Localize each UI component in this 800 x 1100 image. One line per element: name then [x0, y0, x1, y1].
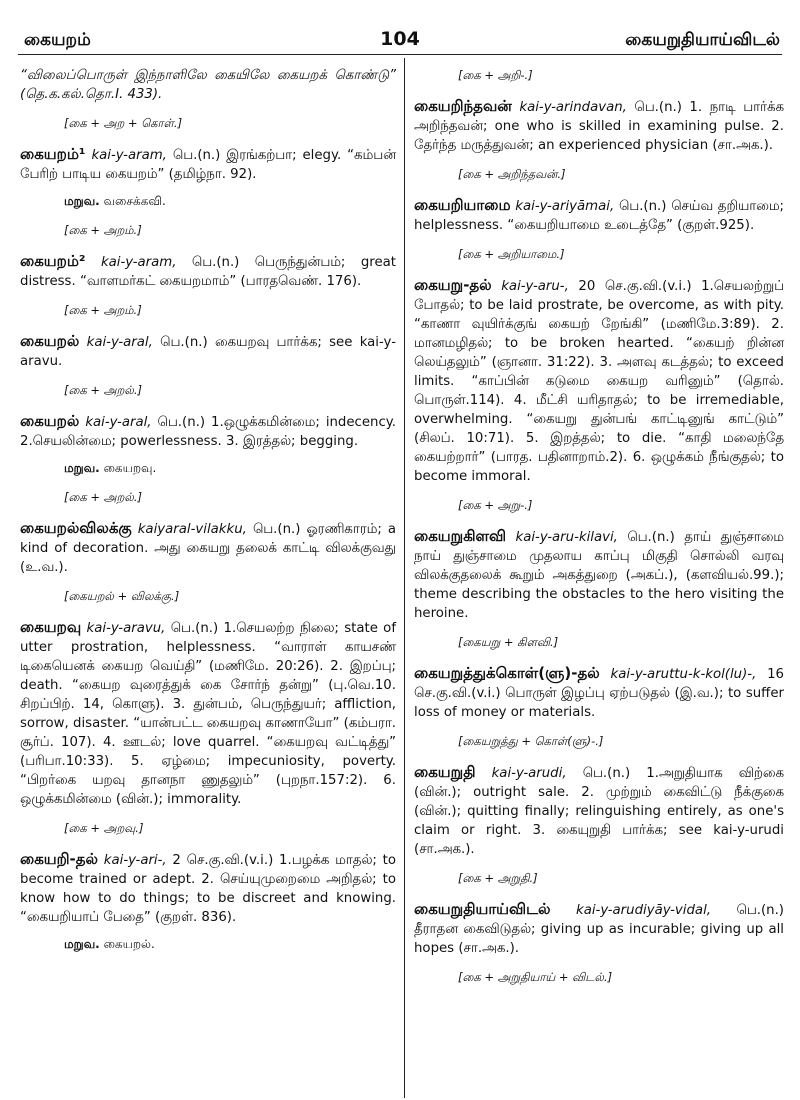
- headword: கையறுதி: [414, 763, 476, 781]
- definition: பெ.(n.) பெருந்துன்பம்; great distress. “வாளமர்கட் கையறமாம்” (பாரதவெண். 176).: [20, 255, 396, 289]
- definition: 16 செ.கு.வி.(v.i.) பொருள் இழப்பு ஏற்படுதல் (இ.வ.); to suffer loss of money or materials.: [414, 667, 785, 720]
- transliteration: kai-y-aral,: [86, 335, 153, 350]
- etymology: [கை + அறம்.]: [64, 303, 142, 317]
- header-rule: [18, 54, 782, 55]
- entry-kaiyaral-1: [20, 332, 396, 371]
- etymology: [கையறுத்து + கொள்(ளு)-.]: [458, 734, 604, 748]
- entry-kaiyaral-2: [20, 412, 396, 451]
- definition: பெ.(n.) 1.ஒழுக்கமின்மை; indecency. 2.செயலின்மை; powerlessness. 3. இரத்தல்; begging.: [20, 415, 396, 449]
- entry-kaiyarindavan: [414, 97, 784, 155]
- entry-kaiyaru-tal: [414, 276, 784, 486]
- etymology: [கை + அறல்.]: [64, 383, 142, 397]
- entry-kaiyaral-vilakku: [20, 519, 396, 577]
- entry-kaiyarudiyayvidal: [414, 900, 784, 958]
- entry-kaiyaravu: [20, 618, 396, 809]
- etymology: [கை + அறுதியாய் + விடல்.]: [458, 970, 613, 984]
- entry-kaiyaruttukkol: [414, 664, 784, 722]
- definition: பெ.(n.) 1.அறுதியாக விற்கை (வின்.); outright sale. 2. முற்றும் கைவிட்டு நீக்குகை (வின்.); quitting finally; relinguishing entirely, as one's claim or right. 3. கையுறுதி பார்க்க; see kai-y-urudi (சா.அக.).: [414, 766, 785, 857]
- definition: பெ.(n.) 1. நாடி பார்க்க அறிந்தவன்; one who is skilled in examining pulse. 2. தேர்ந்த மருத்துவன்; an experienced physician (சா.அக.).: [414, 100, 784, 153]
- entry-kaiyaru-kilavi: [414, 527, 784, 623]
- entry-kaiyari-tal: [20, 850, 396, 927]
- header-left-guide-word: கையறம்: [24, 30, 91, 50]
- headword: கையறுதியாய்விடல்: [414, 900, 551, 918]
- definition: 20 செ.கு.வி.(v.i.) 1.செயலற்றுப் போதல்; to be laid prostrate, be overcome, as with pity. “காணா வுயிர்க்குங் கையற் றேங்கி” (மணிமே.3:89). 2. மானமழிதல்; to be broken hearted. “கையற் றின்ன லெய்தலும்” (ஞானா. 31:22). 3. அளவு கடத்தல்; to exceed limits. “காப்பின் கடுமை கையற வரினும்” (தொல். பொருள்.114). 4. மீட்சி யரிதாதல்; to be irremediable, overwhelming. “கையறு துன்பங் காட்டினுங் காட்டும்” (சிலப். 10:71). 5. இறத்தல்; to die. “காதி மலைந்தே கையற்றார்” (பாரத. பதினாறாம்.2). 6. ஒழுக்கம் நீங்குதல்; to become immoral.: [414, 279, 784, 484]
- transliteration: kaiyaral-vilakku,: [137, 522, 247, 537]
- synonym: மறுவ. கையறல்.: [64, 937, 155, 951]
- headword: கையறல்: [20, 412, 80, 430]
- entry-kaiyarudi: [414, 763, 784, 859]
- headword: கையறம்²: [20, 252, 86, 270]
- etymology: [கை + அறியாமை.]: [458, 247, 565, 261]
- definition: பெ.(n.) கையறவு பார்க்க; see kai-y-aravu.: [20, 335, 396, 369]
- definition: பெ.(n.) தாய் துஞ்சாமை நாய் துஞ்சாமை முதலாய காப்பு மிகுதி சொல்லி வரவு விலக்குதலைக் கூறும் அகத்துறை (அகப்.), (களவியல்.99.); theme describing the obstacles to the hero visiting the heroine.: [414, 530, 785, 621]
- definition: பெ.(n.) இரங்கற்பா; elegy. “கம்பன் பேரிற் பாடிய கையறம்” (தமிழ்நா. 92).: [20, 148, 396, 182]
- etymology: [கை + அறி-.]: [458, 68, 533, 82]
- transliteration: kai-y-aru-kilavi,: [515, 530, 618, 545]
- etymology: [கை + அறிந்தவன்.]: [458, 167, 566, 181]
- etymology: [கை + அறம்.]: [64, 223, 142, 237]
- etymology: [கை + அறல்.]: [64, 490, 142, 504]
- continued-quote: “விலைப்பொருள் இந்நாளிலே கையிலே கையறக் கொண்டு” (தெ.க.கல்.தொ.I. 433).: [20, 68, 396, 102]
- headword: கையறல்: [20, 332, 80, 350]
- transliteration: kai-y-aram,: [100, 255, 177, 270]
- transliteration: kai-y-ari-,: [103, 853, 167, 868]
- entry-kaiyariyamai: [414, 196, 784, 235]
- etymology: [கை + அறு-.]: [458, 498, 533, 512]
- etymology: [கை + அறவு.]: [64, 821, 144, 835]
- headword: கையறம்¹: [20, 145, 86, 163]
- headword: கையறுத்துக்கொள்(ளு)-தல்: [414, 664, 600, 682]
- page-number: 104: [380, 28, 420, 50]
- etymology: [கையறல் + விலக்கு.]: [64, 589, 180, 603]
- transliteration: kai-y-aral,: [85, 415, 152, 430]
- transliteration: kai-y-arindavan,: [519, 100, 627, 115]
- left-column: [20, 66, 396, 964]
- etymology: [கையறு + கிளவி.]: [458, 635, 559, 649]
- definition: 2 செ.கு.வி.(v.i.) 1.பழக்க மாதல்; to become trained or adept. 2. செய்யுமுறைமை அறிதல்; to know how to do things; to be discreet and knowing. “கையறியாப் பேதை” (குறள். 836).: [20, 853, 396, 925]
- headword: கையறி-தல்: [20, 850, 99, 868]
- definition: பெ.(n.) 1.செயலற்ற நிலை; state of utter prostration, helplessness. “வாராள் காயசண் டிகையெனக் கையற வெய்தி” (மணிமே. 20:26). 2. இறப்பு; death. “கையற வுரைத்துக் கை சோர்ந் தன்று” (பு.வெ.10. சிறப்பிற். 14, கொளு). 3. துன்பம், பெருந்துயர்; affliction, sorrow, disaster. “யான்பட்ட கையறவு காணாயோ” (கம்பரா. சூர்ப். 107). 4. ஊடல்; love quarrel. “கையறவு வட்டித்து” (பரிபா.10:33). 5. ஏழ்மை; impecuniosity, poverty. “பிறர்கை யறவு தானநா ணுதலும்” (புறநா.157:2). 6. ஒழுக்கமின்மை (வின்.); immorality.: [20, 621, 397, 807]
- etymology: [கை + அற + கொள்.]: [64, 116, 183, 130]
- etymology: [கை + அறுதி.]: [458, 871, 538, 885]
- transliteration: kai-y-arudiyāy-vidal,: [576, 903, 711, 918]
- transliteration: kai-y-aru-,: [501, 279, 569, 294]
- headword: கையறுகிளவி: [414, 527, 507, 545]
- entry-kaiyaram-1: [20, 145, 396, 184]
- column-divider: [404, 58, 405, 1098]
- transliteration: kai-y-aravu,: [86, 621, 166, 636]
- synonym: மறுவ. கையறவு.: [64, 461, 157, 475]
- transliteration: kai-y-ariyāmai,: [515, 199, 615, 214]
- headword: கையறியாமை: [414, 196, 511, 214]
- definition: பெ.(n.) ஓரணிகாரம்; a kind of decoration. அது கையறு தலைக் காட்டி விலக்குவது (உ.வ.).: [20, 522, 396, 575]
- synonym: மறுவ. வசைக்கவி.: [64, 194, 166, 208]
- headword: கையறவு: [20, 618, 82, 636]
- definition: பெ.(n.) தீராதன கைவிடுதல்; giving up as incurable; giving up all hopes (சா.அக.).: [414, 903, 784, 956]
- transliteration: kai-y-aram,: [91, 148, 167, 163]
- headword: கையறு-தல்: [414, 276, 492, 294]
- transliteration: kai-y-arudi,: [491, 766, 567, 781]
- headword: கையறல்விலக்கு: [20, 519, 132, 537]
- header-right-guide-word: கையறுதியாய்விடல்: [625, 30, 780, 50]
- entry-kaiyaram-2: [20, 252, 396, 291]
- page-header: [0, 0, 800, 50]
- transliteration: kai-y-aruttu-k-kol(lu)-,: [610, 667, 757, 682]
- headword: கையறிந்தவன்: [414, 97, 512, 115]
- right-column: [414, 66, 784, 999]
- definition: பெ.(n.) செய்வ தறியாமை; helplessness. “கையறியாமை உடைத்தே” (குறள்.925).: [414, 199, 785, 233]
